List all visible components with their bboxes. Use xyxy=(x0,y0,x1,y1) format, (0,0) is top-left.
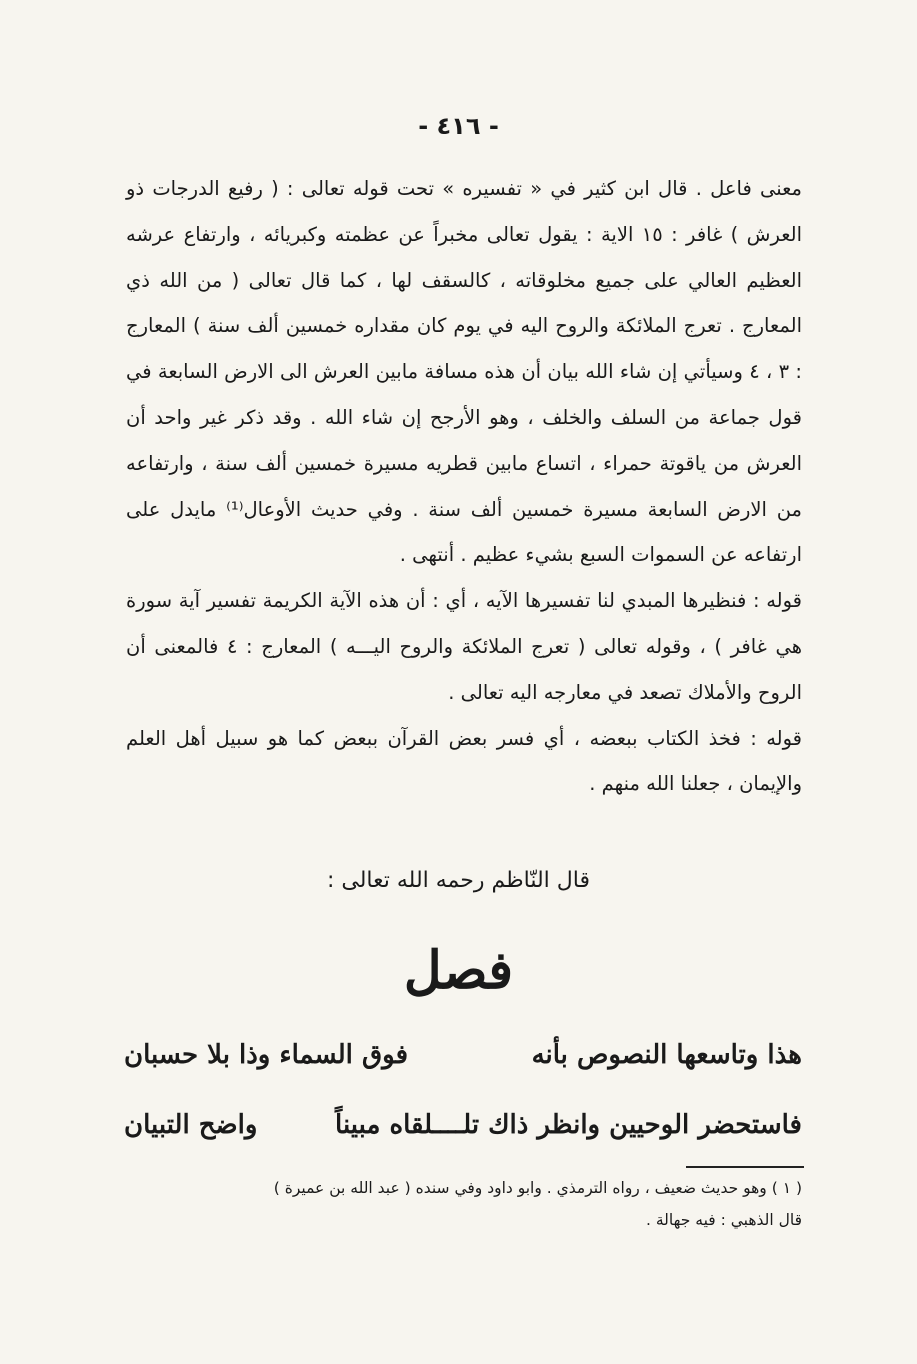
verse-line xyxy=(124,1110,802,1160)
paragraph-commentary: قوله : فنظيرها المبدي لنا تفسيرها الآيه ، أي : أن هذه الآية الكريمة تفسير آية سورة هي غافر ) ، وقوله تعالى ( تعرج الملائكة والروح اليـــه ) المعارج : ٤ فالمعنى أن الروح والأملاك تصعد في معارجه اليه تعالى . xyxy=(126,589,802,704)
section-heading: فصل xyxy=(403,940,514,1001)
footnote-divider xyxy=(686,1166,804,1168)
footnotes xyxy=(126,1172,802,1236)
paragraph-tafsir-quote: معنى فاعل . قال ابن كثير في « تفسيره » تحت قوله تعالى : ( رفيع الدرجات ذو العرش ) غافر : ١٥ الاية : يقول تعالى مخبراً عن عظمته وكبريائه ، وارتفاع عرشه العظيم العالي على جميع مخلوقاته ، كالسقف لها ، كما قال تعالى ( من الله ذي المعارج . تعرج الملائكة والروح اليه في يوم كان مقداره خمسين ألف سنة ) المعارج : ٣ ، ٤ وسيأتي إن شاء الله بيان أن هذه مسافة مابين العرش الى الارض السابعة في قول جماعة من السلف والخلف ، وهو الأرجح إن شاء الله . وقد ذكر غير واحد أن العرش من ياقوتة حمراء ، اتساع مابين قطريه مسيرة خمسين ألف سنة ، وارتفاعه من الارض السابعة مسيرة خمسين ألف سنة . وفي حديث الأوعال⁽¹⁾ مايدل على ارتفاعه عن السموات السبع بشيء عظيم . أنتهى . xyxy=(126,177,802,567)
verse-first-hemistich: هذا وتاسعها النصوص بأنه xyxy=(531,1040,802,1070)
verse-first-hemistich: فاستحضر الوحيين وانظر ذاك تلــــلقاه مبيناً xyxy=(335,1110,802,1140)
verse-second-hemistich: واضح التبيان xyxy=(124,1110,258,1140)
footnote: ( ١ ) وهو حديث ضعيف ، رواه الترمذي . وابو داود وفي سنده ( عبد الله بن عميرة ) xyxy=(273,1179,802,1197)
footnote: قال الذهبي : فيه جهالة . xyxy=(646,1211,802,1229)
verse-line xyxy=(124,1040,802,1090)
verse-second-hemistich: فوق السماء وذا بلا حسبان xyxy=(124,1040,408,1070)
body-text xyxy=(126,166,802,807)
poet-introduction: قال النّاظم رحمه الله تعالى : xyxy=(326,868,590,893)
paragraph-commentary: قوله : فخذ الكتاب ببعضه ، أي فسر بعض القرآن ببعض كما هو سبيل أهل العلم والإيمان ، جعلنا الله منهم . xyxy=(126,726,802,796)
page-number: - ٤١٦ - xyxy=(418,112,499,140)
